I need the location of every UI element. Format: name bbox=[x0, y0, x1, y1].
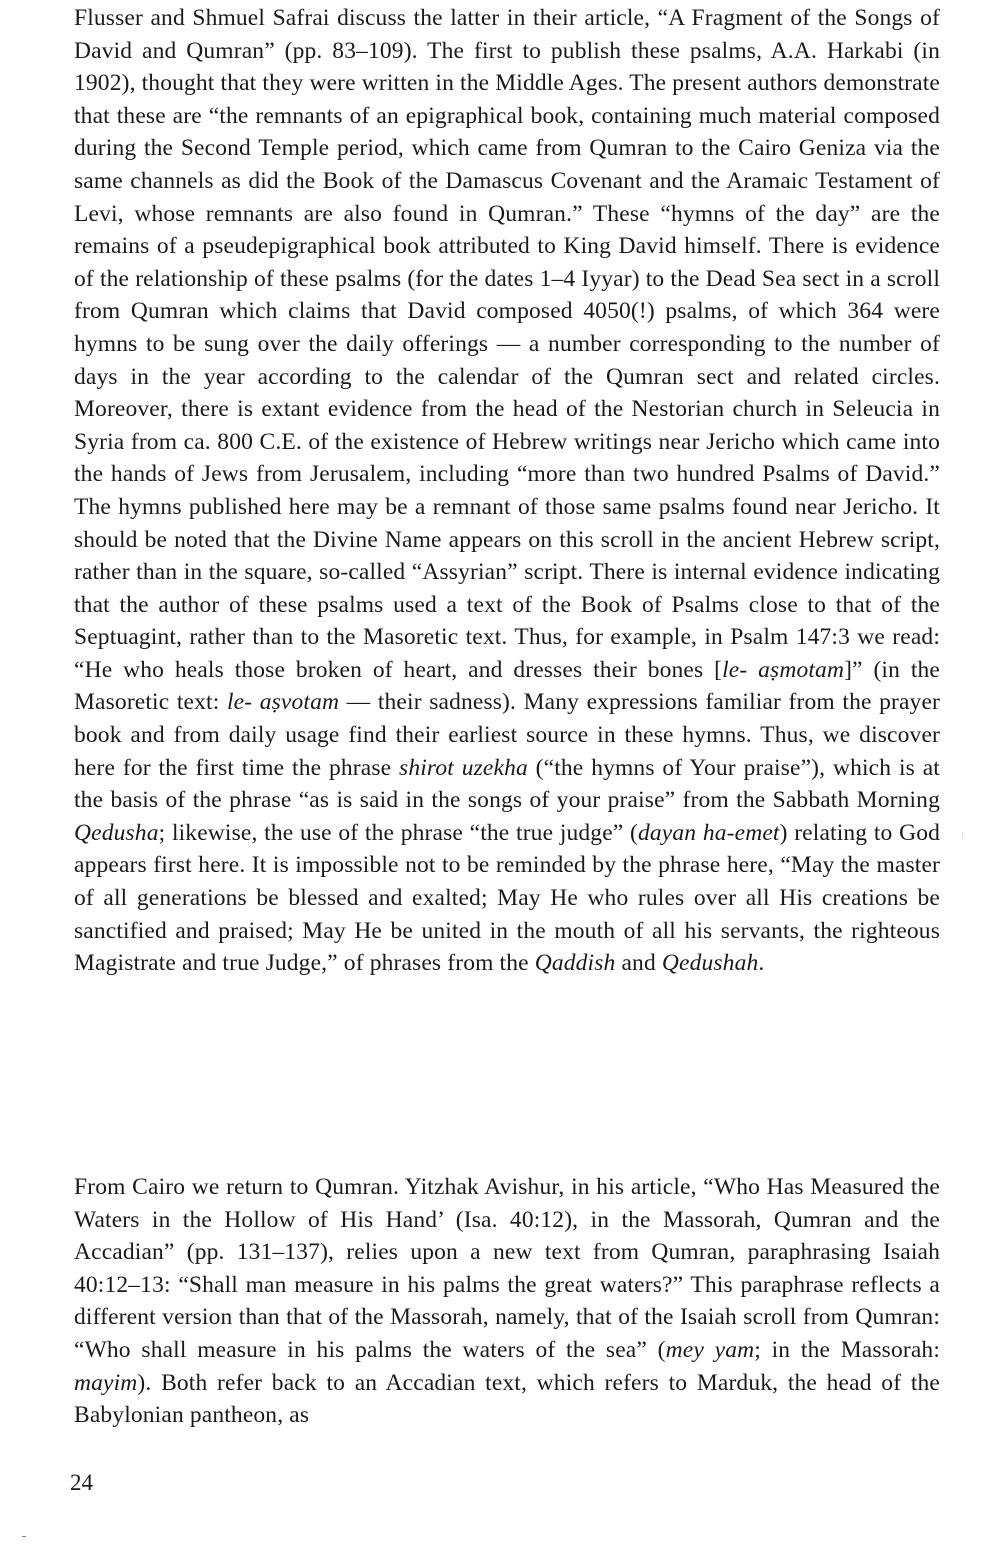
italic-term: mayim bbox=[74, 1369, 138, 1396]
italic-term: mey yam bbox=[665, 1336, 755, 1363]
scan-speck bbox=[22, 1536, 26, 1537]
italic-term: le- aṣvotam bbox=[226, 689, 340, 716]
italic-term: Qaddish bbox=[534, 950, 616, 977]
text-run: ; in the Massorah: bbox=[754, 1336, 940, 1363]
italic-term: shirot uzekha bbox=[399, 754, 528, 781]
paragraph-1 bbox=[74, 2, 940, 980]
text-run: (“the hymns of Your praise”), which is at the basis of the phrase “as is said in the songs of your praise” from the Sabbath Morning bbox=[74, 754, 940, 814]
scan-speck bbox=[962, 832, 963, 838]
text-run: . bbox=[758, 950, 765, 977]
paragraph-2 bbox=[74, 1171, 940, 1432]
text-run: From Cairo we return to Qumran. Yitzhak Avishur, in his article, “Who Has Measured the Waters in the Hollow of His Hand’ (Isa. 40:12), in the Massorah, Qumran and the Accadian” (pp. 131–137), relies upon a new text from Qumran, paraphrasing Isaiah 40:12–13: “Shall man measure in his palms the great waters?” This paraphrase reflects a different version than that of the Massorah, namely, that of the Isaiah scroll from Qumran: “Who shall measure in his palms the waters of the sea” ( bbox=[74, 1174, 940, 1363]
italic-term: le- aṣmotam bbox=[722, 656, 845, 683]
text-run: and bbox=[615, 950, 662, 977]
paragraph-1-text bbox=[74, 2, 940, 980]
text-run: — their sadness). Many expressions familiar from the prayer book and from daily usage find their earliest source in these hymns. Thus, we discover here for the first time the phrase bbox=[74, 689, 941, 781]
text-run: ]” (in the Masoretic text: bbox=[74, 656, 940, 716]
text-run: ) relating to God appears first here. It is impossible not to be reminded by the phrase here, “May the master of all generations be blessed and exalted; May He who rules over all His creations be sanctified and praised; May He be united in the mouth of all his servants, the righteous Magistrate and true Judge,” of phrases from the bbox=[74, 819, 940, 977]
paragraph-2-text bbox=[74, 1171, 940, 1432]
text-run: ; likewise, the use of the phrase “the true judge” ( bbox=[158, 819, 638, 846]
italic-term: Qedusha bbox=[74, 819, 159, 846]
text-run: ). Both refer back to an Accadian text, which refers to Marduk, the head of the Babylonian pantheon, as bbox=[74, 1369, 940, 1429]
italic-term: Qedushah bbox=[661, 950, 759, 977]
text-run: Flusser and Shmuel Safrai discuss the latter in their article, “A Fragment of the Songs of David and Qumran” (pp. 83–109). The first to publish these psalms, A.A. Harkabi (in 1902), thought that they were written in the Middle Ages. The present authors demonstrate that these are “the remnants of an epigraphical book, containing much material composed during the Second Temple period, which came from Qumran to the Cairo Geniza via the same channels as did the Book of the Damascus Covenant and the Aramaic Testament of Levi, whose remnants are also found in Qumran.” These “hymns of the day” are the remains of a pseudepigraphical book attributed to King David himself. There is evidence of the relationship of these psalms (for the dates 1–4 Iyyar) to the Dead Sea sect in a scroll from Qumran which claims that David composed 4050(!) psalms, of which 364 were hymns to be sung over the daily offerings — a number corresponding to the number of days in the year according to the calendar of the Qumran sect and related circles. Moreover, there is extant evidence from the head of the Nestorian church in Seleucia in Syria from ca. 800 C.E. of the existence of Hebrew writings near Jericho which came into the hands of Jews from Jerusalem, including “more than two hundred Psalms of David.” The hymns published here may be a remnant of those same psalms found near Jericho. It should be noted that the Divine Name appears on this scroll in the ancient Hebrew script, rather than in the square, so-called “Assyrian” script. There is internal evidence indicating that the author of these psalms used a text of the Book of Psalms close to that of the Septuagint, rather than to the Masoretic text. Thus, for example, in Psalm 147:3 we read: “He who heals those broken of heart, and dresses their bones [ bbox=[74, 5, 940, 683]
italic-term: dayan ha-emet bbox=[638, 819, 780, 846]
page-number: 24 bbox=[70, 1470, 93, 1495]
